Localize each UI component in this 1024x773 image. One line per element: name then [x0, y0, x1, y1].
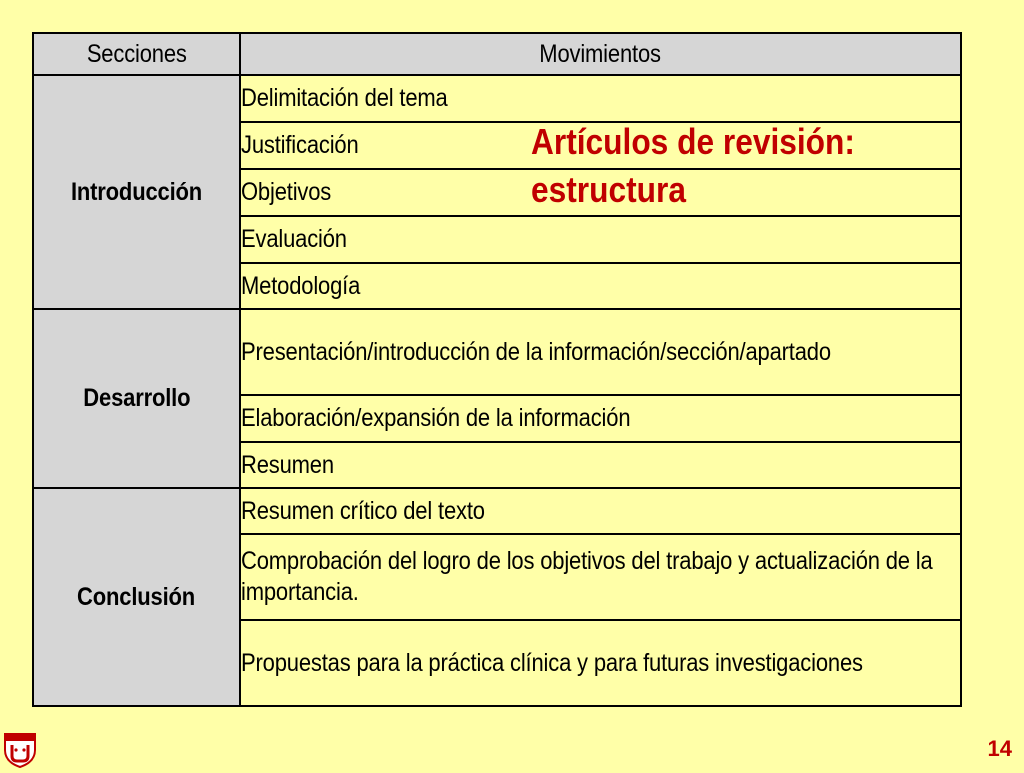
- move-cell: Propuestas para la práctica clínica y para futuras investigaciones: [240, 620, 961, 706]
- slide-title-line1: Artículos de revisión:: [531, 121, 855, 162]
- table-row: [33, 309, 961, 395]
- move-cell: Resumen crítico del texto: [240, 488, 961, 534]
- move-cell: Justificación: [240, 122, 961, 169]
- move-cell: Delimitación del tema: [240, 75, 961, 122]
- header-row: [33, 33, 961, 75]
- slide-title: [531, 118, 855, 214]
- move-cell: Evaluación: [240, 216, 961, 263]
- move-cell: Metodología: [240, 263, 961, 309]
- university-crest-icon: [2, 730, 38, 768]
- header-sections: Secciones: [33, 33, 240, 75]
- move-cell: Resumen: [240, 442, 961, 488]
- table-row: [33, 75, 961, 122]
- section-desarrollo: Desarrollo: [33, 309, 240, 488]
- move-cell: Presentación/introducción de la información/sección/apartado: [240, 309, 961, 395]
- move-cell: Objetivos: [240, 169, 961, 216]
- header-moves: Movimientos: [240, 33, 961, 75]
- table-row: [33, 488, 961, 534]
- slide-title-line2: estructura: [531, 169, 686, 210]
- section-conclusion: Conclusión: [33, 488, 240, 706]
- page-number: 14: [987, 736, 1012, 761]
- section-introduccion: Introducción: [33, 75, 240, 309]
- move-cell: Comprobación del logro de los objetivos del trabajo y actualización de la importancia.: [240, 534, 961, 620]
- move-cell: Elaboración/expansión de la información: [240, 395, 961, 442]
